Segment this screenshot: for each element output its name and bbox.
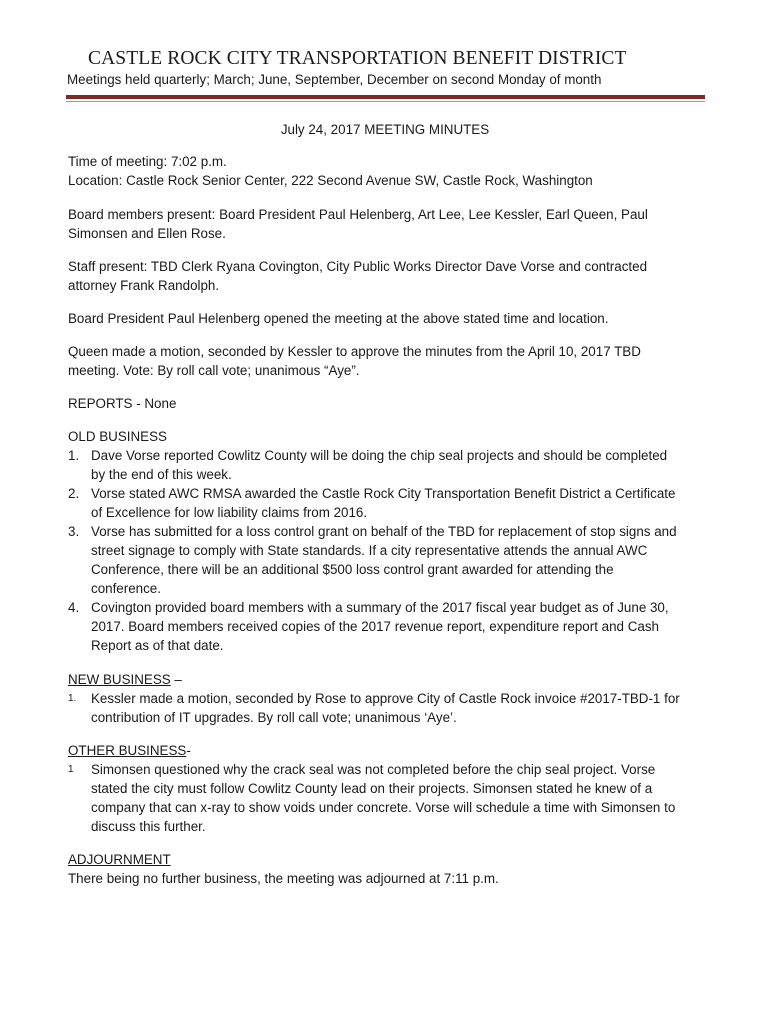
meeting-time: Time of meeting: 7:02 p.m.: [68, 154, 227, 169]
header-rule-thin: [66, 101, 705, 102]
other-business-heading: OTHER BUSINESS: [68, 743, 187, 758]
other-business-heading-line: [68, 741, 708, 760]
motion-line: meeting. Vote: By roll call vote; unanimous “Aye”.: [68, 363, 360, 378]
reports-paragraph: [68, 394, 708, 413]
item-line: Vorse has submitted for a loss control grant on behalf of the TBD for replacement of stop signs and: [91, 524, 677, 539]
list-item: [68, 484, 708, 522]
motion-line: Queen made a motion, seconded by Kessler to approve the minutes from the April 10, 2017 TBD: [68, 344, 641, 359]
header-rule: [66, 95, 705, 99]
item-line: company that can x-ray to show voids under concrete. Vorse will schedule a time with Simonsen to: [91, 800, 676, 815]
reports-line: REPORTS - None: [68, 396, 177, 411]
staff-paragraph: [68, 257, 708, 295]
meeting-location: Location: Castle Rock Senior Center, 222 Second Avenue SW, Castle Rock, Washington: [68, 173, 593, 188]
motion-paragraph: [68, 342, 708, 380]
staff-line: attorney Frank Randolph.: [68, 278, 220, 293]
new-business-list: [68, 689, 708, 727]
item-number: 2.: [68, 486, 80, 501]
item-line: Covington provided board members with a summary of the 2017 fiscal year budget as of June 30,: [91, 600, 669, 615]
list-item: [68, 522, 708, 598]
list-item: [68, 598, 708, 655]
item-number: 4.: [68, 600, 80, 615]
meeting-schedule: Meetings held quarterly; March; June, September, December on second Monday of month: [67, 72, 602, 87]
new-business-section: [68, 670, 708, 727]
item-line: Report as of that date.: [91, 638, 224, 653]
item-line: Dave Vorse reported Cowlitz County will be doing the chip seal projects and should be completed: [91, 448, 668, 463]
other-business-heading-suffix: -: [186, 743, 191, 758]
other-business-list: [68, 760, 708, 836]
opened-line: Board President Paul Helenberg opened the meeting at the above stated time and location.: [68, 311, 609, 326]
board-members-line: Board members present: Board President Paul Helenberg, Art Lee, Lee Kessler, Earl Queen, Paul: [68, 207, 648, 222]
item-line: street signage to comply with State standards. If a city representative attends the annual AWC: [91, 543, 648, 558]
item-line: discuss this further.: [91, 819, 206, 834]
old-business-list: [68, 446, 708, 655]
item-line: Simonsen questioned why the crack seal was not completed before the chip seal project. Vorse: [91, 762, 656, 777]
list-item: [68, 760, 708, 836]
opened-paragraph: [68, 309, 708, 328]
meeting-details: [68, 152, 708, 190]
old-business-section: [68, 427, 708, 655]
old-business-heading: OLD BUSINESS: [68, 429, 167, 444]
list-item: [68, 446, 708, 484]
other-business-section: [68, 741, 708, 836]
staff-line: Staff present: TBD Clerk Ryana Covington, City Public Works Director Dave Vorse and contracted: [68, 259, 648, 274]
item-number: 1: [68, 764, 74, 775]
item-line: Vorse stated AWC RMSA awarded the Castle Rock City Transportation Benefit District a Certificate: [91, 486, 676, 501]
item-line: contribution of IT upgrades. By roll call vote; unanimous ‘Aye’.: [91, 710, 457, 725]
meeting-title: July 24, 2017 MEETING MINUTES: [280, 122, 490, 137]
board-members-paragraph: [68, 205, 708, 243]
item-number: 1.: [68, 448, 80, 463]
item-number: 1.: [68, 693, 77, 704]
new-business-heading: NEW BUSINESS: [68, 672, 171, 687]
list-item: [68, 689, 708, 727]
board-members-line: Simonsen and Ellen Rose.: [68, 226, 226, 241]
new-business-heading-suffix: –: [170, 672, 182, 687]
item-line: Kessler made a motion, seconded by Rose to approve City of Castle Rock invoice #2017-TBD-1 for: [91, 691, 680, 706]
district-title: CASTLE ROCK CITY TRANSPORTATION BENEFIT DISTRICT: [88, 48, 627, 69]
item-line: stated the city must follow Cowlitz County lead on their projects. Simonsen stated he knew of a: [91, 781, 653, 796]
item-line: by the end of this week.: [91, 467, 232, 482]
item-line: 2017. Board members received copies of the 2017 revenue report, expenditure report and Cash: [91, 619, 659, 634]
item-line: of Excellence for low liability claims from 2016.: [91, 505, 368, 520]
item-line: Conference, there will be an additional $500 loss control grant awarded for attending the: [91, 562, 614, 577]
adjournment-heading-line: [68, 850, 708, 869]
adjournment-heading: ADJOURNMENT: [68, 852, 171, 867]
item-line: conference.: [91, 581, 161, 596]
adjournment-section: [68, 850, 708, 888]
adjournment-text: There being no further business, the meeting was adjourned at 7:11 p.m.: [68, 871, 499, 886]
item-number: 3.: [68, 524, 80, 539]
new-business-heading-line: [68, 670, 708, 689]
